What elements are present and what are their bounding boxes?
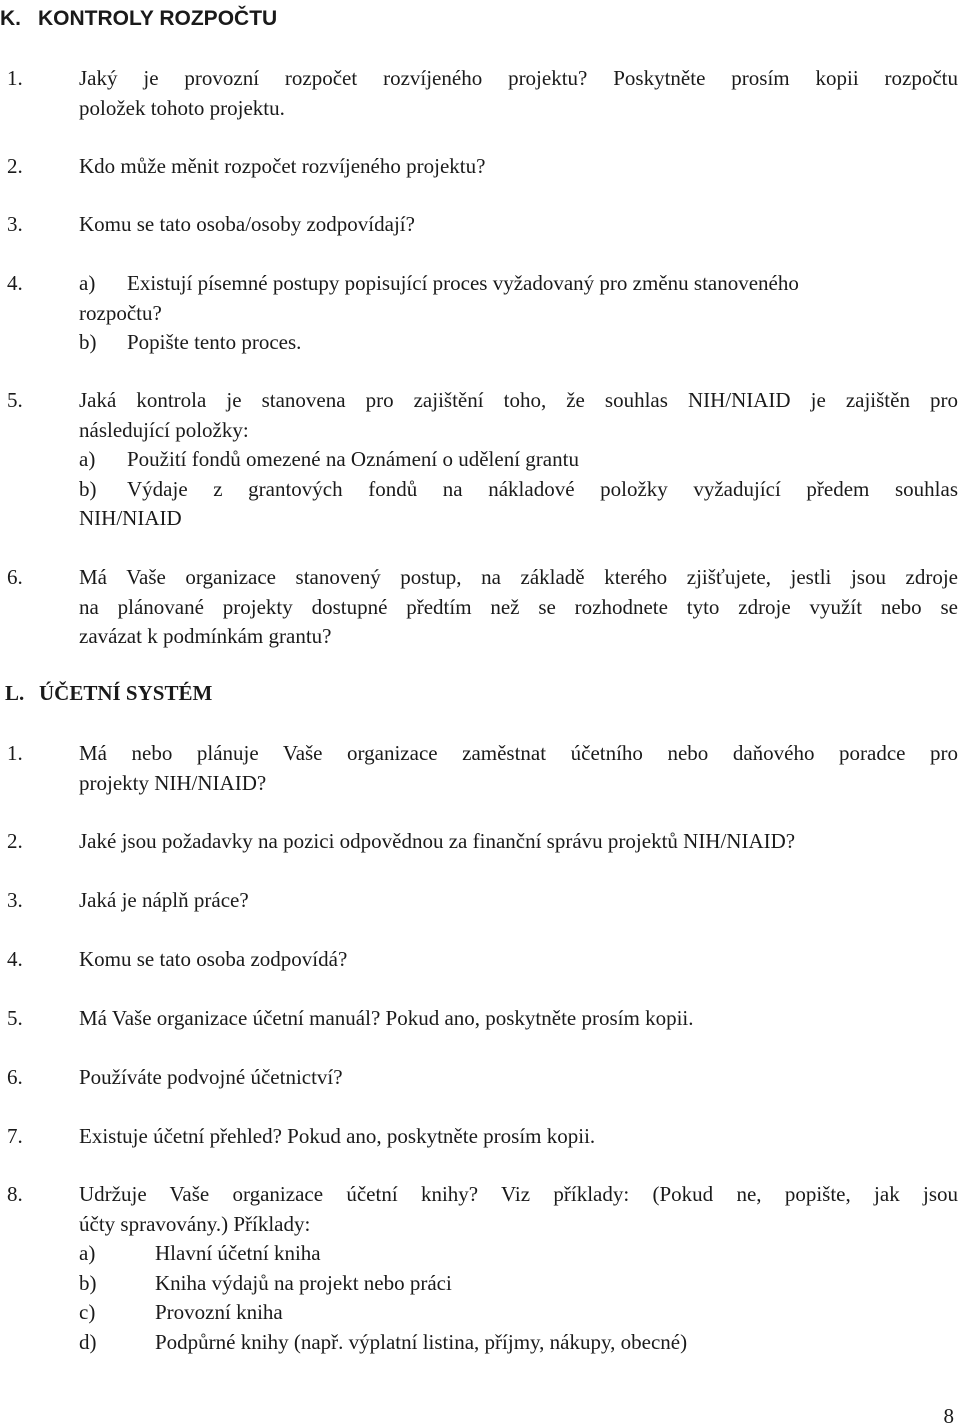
l-question-4: [0, 945, 958, 975]
question-text-line: Jaká kontrola je stanovena pro zajištění toho, že souhlas NIH/NIAID je zajištěn pro: [79, 388, 958, 412]
question-number: 4.: [7, 947, 23, 971]
question-text: Jaká je náplň práce?: [79, 888, 249, 912]
l-question-7: [0, 1122, 958, 1152]
question-number: 4.: [7, 271, 23, 295]
question-text-line: zavázat k podmínkám grantu?: [79, 624, 332, 648]
question-number: 6.: [7, 1065, 23, 1089]
question-number: 8.: [7, 1182, 23, 1206]
question-text-line: následující položky:: [79, 417, 249, 442]
sub-label: b): [79, 330, 97, 354]
question-number: 1.: [7, 741, 23, 765]
question-number: 1.: [7, 66, 23, 90]
l-question-8: [0, 1180, 958, 1357]
question-text-line: Jaký je provozní rozpočet rozvíjeného projektu? Poskytněte prosím kopii rozpočtu: [79, 66, 958, 90]
question-text-line: projekty NIH/NIAID?: [79, 770, 267, 795]
question-text: Kdo může měnit rozpočet rozvíjeného projektu?: [79, 154, 486, 178]
sub-label: b): [79, 476, 97, 501]
example-item: [79, 1239, 958, 1269]
page-number: 8: [943, 1404, 954, 1428]
question-4a: [79, 269, 958, 299]
k-question-5: [0, 386, 958, 534]
section-k-heading: [0, 4, 277, 33]
example-label: c): [79, 1300, 96, 1324]
section-l-title: ÚČETNÍ SYSTÉM: [39, 681, 213, 705]
question-number: 3.: [7, 212, 23, 236]
question-number: 2.: [7, 154, 23, 178]
example-item: [79, 1269, 958, 1299]
k-question-6: [0, 563, 958, 652]
question-5b: [79, 475, 958, 505]
l-question-1: [0, 739, 958, 798]
question-number: 6.: [7, 565, 23, 589]
question-4b: [79, 328, 958, 358]
k-question-2: [0, 152, 958, 182]
sub-label: a): [79, 271, 96, 295]
question-number: 5.: [7, 388, 23, 412]
question-text: Existuje účetní přehled? Pokud ano, poskytněte prosím kopii.: [79, 1124, 596, 1148]
section-l-letter: L.: [5, 681, 25, 705]
question-text: Komu se tato osoba/osoby zodpovídají?: [79, 212, 415, 236]
question-text-line: Udržuje Vaše organizace účetní knihy? Viz příklady: (Pokud ne, popište, jak jsou: [79, 1182, 958, 1206]
question-5a: [79, 445, 958, 475]
question-number: 7.: [7, 1124, 23, 1148]
k-question-3: [0, 210, 958, 240]
l-question-6: [0, 1063, 958, 1093]
sub-text-line: rozpočtu?: [79, 300, 162, 325]
example-text: Kniha výdajů na projekt nebo práci: [155, 1270, 452, 1295]
l-question-2: [0, 827, 958, 857]
question-text: Jaké jsou požadavky na pozici odpovědnou za finanční správu projektů NIH/NIAID?: [79, 829, 796, 853]
example-text: Podpůrné knihy (např. výplatní listina, příjmy, nákupy, obecné): [155, 1329, 688, 1354]
l-question-5: [0, 1004, 958, 1034]
question-text-line: položek tohoto projektu.: [79, 95, 285, 120]
k-question-4: [0, 269, 958, 358]
question-text-line: na plánované projekty dostupné předtím než se rozhodnete tyto zdroje využít nebo se: [79, 594, 958, 619]
sub-text: Popište tento proces.: [127, 330, 302, 354]
section-k-letter: K.: [0, 7, 21, 30]
question-number: 2.: [7, 829, 23, 853]
question-text: Používáte podvojné účetnictví?: [79, 1065, 343, 1089]
question-text: Má Vaše organizace účetní manuál? Pokud ano, poskytněte prosím kopii.: [79, 1006, 694, 1030]
sub-label: a): [79, 447, 96, 471]
question-text-line: účty spravovány.) Příklady:: [79, 1211, 311, 1236]
section-k-title: KONTROLY ROZPOČTU: [38, 7, 278, 30]
question-text: Komu se tato osoba zodpovídá?: [79, 947, 348, 971]
question-text-line: Má Vaše organizace stanovený postup, na základě kterého zjišťujete, jestli jsou zdroje: [79, 565, 958, 589]
section-l-heading: [5, 679, 212, 708]
example-item: [79, 1298, 958, 1328]
example-label: a): [79, 1241, 96, 1265]
example-text: Provozní kniha: [155, 1300, 283, 1324]
sub-text: Použití fondů omezené na Oznámení o udělení grantu: [127, 447, 579, 471]
sub-text: Výdaje z grantových fondů na nákladové položky vyžadující předem souhlas: [127, 476, 958, 501]
example-text: Hlavní účetní kniha: [155, 1241, 321, 1265]
k-question-1: [0, 64, 958, 123]
sub-text: Existují písemné postupy popisující proces vyžadovaný pro změnu stanoveného: [127, 271, 799, 295]
question-number: 3.: [7, 888, 23, 912]
sub-text-line: NIH/NIAID: [79, 506, 182, 530]
example-label: b): [79, 1270, 97, 1295]
question-number: 5.: [7, 1006, 23, 1030]
example-label: d): [79, 1329, 97, 1354]
l-question-3: [0, 886, 958, 916]
example-item: [79, 1328, 958, 1358]
question-text-line: Má nebo plánuje Vaše organizace zaměstnat účetního nebo daňového poradce pro: [79, 741, 958, 765]
